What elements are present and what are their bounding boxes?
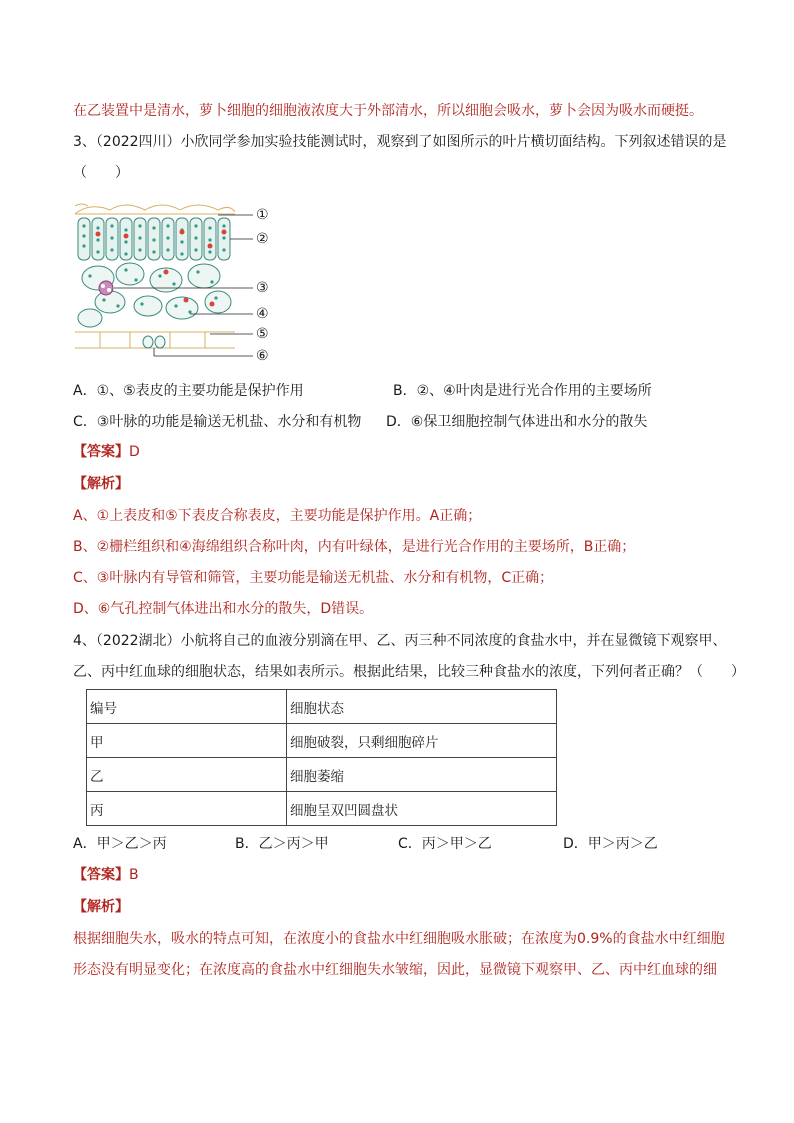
- q3-analysis-c: C、③叶脉内有导管和筛管，主要功能是输送无机盐、水分和有机物，C正确；: [73, 570, 554, 586]
- table-row: [87, 758, 557, 792]
- q3-stem-line1: 3、（2022四川）小欣同学参加实验技能测试时，观察到了如图所示的叶片横切面结构。下列叙述错误的是: [73, 134, 727, 150]
- table-header-cell: 细胞状态: [287, 690, 557, 724]
- q4-option-a: A．甲＞乙＞丙: [73, 836, 167, 852]
- q3-option-b: B．②、④叶肉是进行光合作用的主要场所: [393, 383, 652, 399]
- figure-label-2: ②: [256, 231, 269, 247]
- q4-answer: [73, 865, 139, 885]
- answer-value: B: [129, 867, 139, 883]
- figure-label-4: ④: [256, 306, 269, 322]
- leaf-cross-section-figure: [70, 196, 280, 366]
- table-header-row: [87, 690, 557, 724]
- q3-analysis-b: B、②栅栏组织和④海绵组织合称叶肉，内有叶绿体，是进行光合作用的主要场所，B正确；: [73, 539, 636, 555]
- q4-option-b: B．乙＞丙＞甲: [235, 836, 329, 852]
- table-cell: 细胞破裂，只剩细胞碎片: [287, 724, 557, 758]
- table-cell: 细胞呈双凹圆盘状: [287, 792, 557, 826]
- q3-stem-line2: （ ）: [73, 165, 129, 181]
- intro-line: 在乙装置中是清水，萝卜细胞的细胞液浓度大于外部清水，所以细胞会吸水，萝卜会因为吸水而硬挺。: [73, 103, 703, 119]
- table-cell: 甲: [87, 724, 287, 758]
- q4-analysis-line2: 形态没有明显变化；在浓度高的食盐水中红细胞失水皱缩，因此，显微镜下观察甲、乙、丙中红血球的细: [73, 962, 717, 978]
- table-cell: 乙: [87, 758, 287, 792]
- figure-label-5: ⑤: [256, 326, 269, 342]
- table-cell: 丙: [87, 792, 287, 826]
- q3-answer: [73, 442, 140, 462]
- answer-value: D: [129, 444, 140, 460]
- figure-label-1: ①: [256, 207, 269, 223]
- q3-analysis-label: 【解析】: [73, 476, 129, 492]
- q4-option-c: C．丙＞甲＞乙: [398, 836, 492, 852]
- answer-label: 【答案】: [73, 444, 129, 460]
- q4-stem-line2: 乙、丙中红血球的细胞状态，结果如表所示。根据此结果，比较三种食盐水的浓度，下列何者正确？（ ）: [73, 664, 745, 680]
- q3-option-a: A．①、⑤表皮的主要功能是保护作用: [73, 383, 304, 399]
- answer-label: 【答案】: [73, 867, 129, 883]
- figure-label-3: ③: [256, 280, 269, 296]
- table-row: [87, 792, 557, 826]
- table-header-cell: 编号: [87, 690, 287, 724]
- q4-analysis-line1: 根据细胞失水，吸水的特点可知，在浓度小的食盐水中红细胞吸水胀破；在浓度为0.9%的食盐水中红细胞: [73, 931, 725, 947]
- q3-analysis-d: D、⑥气孔控制气体进出和水分的散失，D错误。: [73, 601, 374, 617]
- q4-table: [86, 689, 557, 826]
- q4-option-d: D．甲＞丙＞乙: [563, 836, 658, 852]
- table-cell: 细胞萎缩: [287, 758, 557, 792]
- table-row: [87, 724, 557, 758]
- q4-stem-line1: 4、（2022湖北）小航将自己的血液分别滴在甲、乙、丙三种不同浓度的食盐水中，并在显微镜下观察甲、: [73, 633, 727, 649]
- figure-label-6: ⑥: [256, 348, 269, 364]
- q3-option-d: D．⑥保卫细胞控制气体进出和水分的散失: [386, 414, 648, 430]
- leaf-diagram: [70, 196, 280, 366]
- q3-analysis-a: A、①上表皮和⑤下表皮合称表皮，主要功能是保护作用。A正确；: [73, 508, 482, 524]
- q3-option-c: C．③叶脉的功能是输送无机盐、水分和有机物: [73, 414, 362, 430]
- q4-analysis-label: 【解析】: [73, 899, 129, 915]
